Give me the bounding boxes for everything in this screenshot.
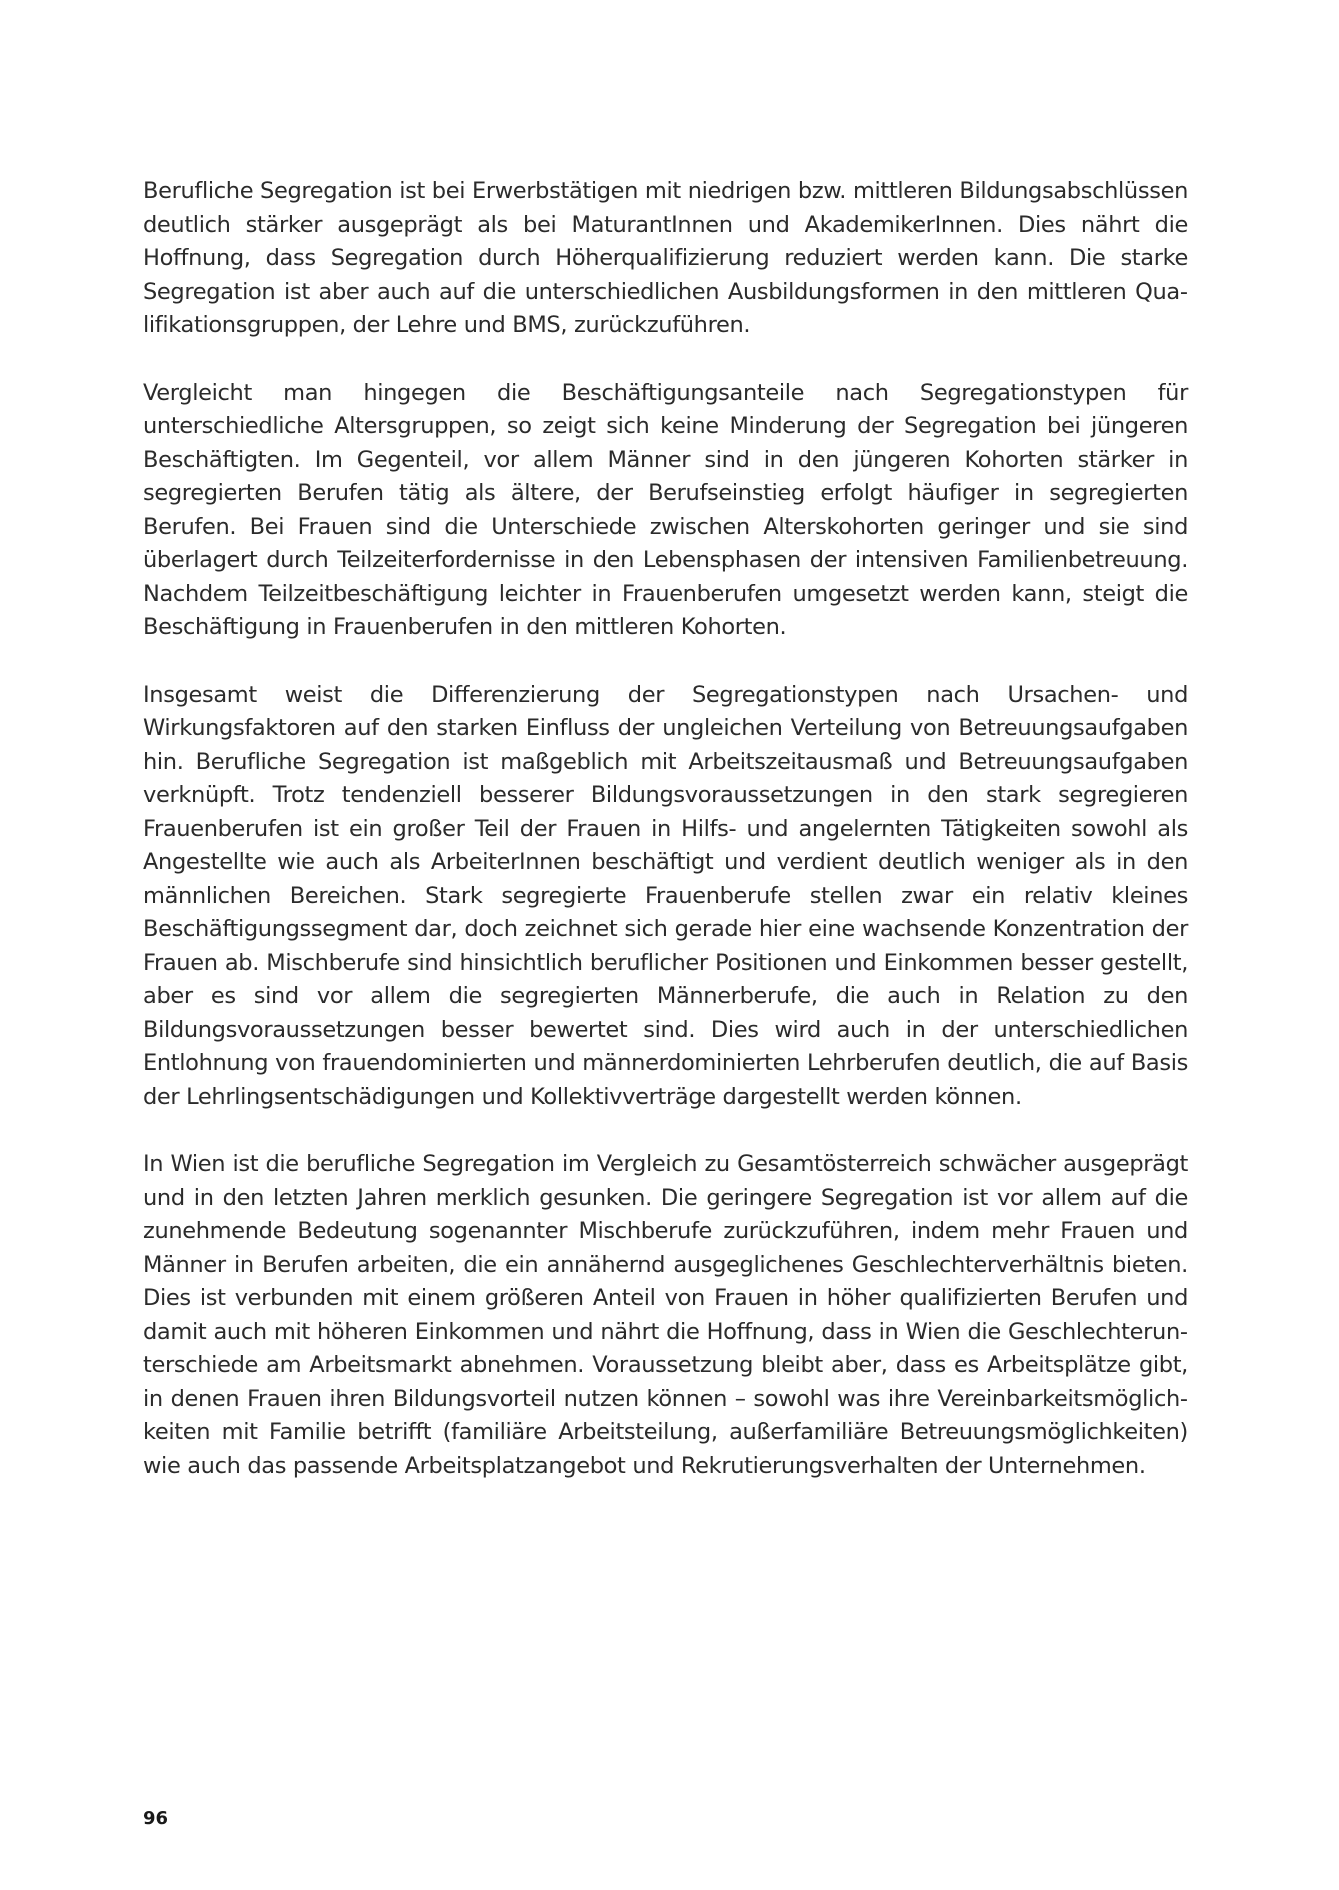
paragraph-4: In Wien ist die berufliche Segregation im Vergleich zu Gesamtösterreich schwächer ausgeprägt und in den letzten Jahren merklich gesunken. Die geringere Segregation ist vor allem auf die zunehmende Bedeutung sogenannter Mischberufe zurückzuführen, indem mehr Frauen und Männer in Berufen arbeiten, die ein annähernd ausgeglichenes Geschlechterverhältnis bieten. Dies ist verbunden mit einem größeren Anteil von Frauen in höher qualifizierten Berufen und damit auch mit höheren Einkommen und nährt die Hoffnung, dass in Wien die Geschlechterunterschiede am Arbeitsmarkt abnehmen. Voraussetzung bleibt aber, dass es Arbeitsplätze gibt, in denen Frauen ihren Bildungsvorteil nutzen können – sowohl was ihre Vereinbarkeitsmöglichkeiten mit Familie betrifft (familiäre Arbeitsteilung, außerfamiliäre Betreuungsmöglichkeiten) wie auch das passende Arbeitsplatzangebot und Rekrutierungsverhalten der Unternehmen. (143, 1151, 1188, 1479)
body-text (143, 175, 1188, 1483)
page-number: 96 (143, 1808, 169, 1829)
paragraph-1: Berufliche Segregation ist bei Erwerbstätigen mit niedrigen bzw. mittleren Bildungsabschlüssen deutlich stärker ausgeprägt als bei MaturantInnen und AkademikerInnen. Dies nährt die Hoffnung, dass Segregation durch Höherqualifizierung reduziert werden kann. Die starke Segregation ist aber auch auf die unterschiedlichen Ausbildungsformen in den mittleren Qualifikationsgruppen, der Lehre und BMS, zurückzuführen. (143, 178, 1188, 338)
paragraph-2: Vergleicht man hingegen die Beschäftigungsanteile nach Segregationstypen für unterschiedliche Altersgruppen, so zeigt sich keine Minderung der Segregation bei jüngeren Beschäftigten. Im Gegenteil, vor allem Männer sind in den jüngeren Kohorten stärker in segregierten Berufen tätig als ältere, der Berufseinstieg erfolgt häufiger in segregierten Berufen. Bei Frauen sind die Unterschiede zwischen Alterskohorten geringer und sie sind überlagert durch Teilzeiterfordernisse in den Lebensphasen der intensiven Familienbetreuung. Nachdem Teilzeitbeschäftigung leichter in Frauenberufen umgesetzt werden kann, steigt die Beschäftigung in Frauenberufen in den mittleren Kohorten. (143, 379, 1188, 640)
paragraph-3: Insgesamt weist die Differenzierung der Segregationstypen nach Ursachen- und Wirkungsfaktoren auf den starken Einfluss der ungleichen Verteilung von Betreuungsaufgaben hin. Berufliche Segregation ist maßgeblich mit Arbeitszeitausmaß und Betreuungsaufgaben verknüpft. Trotz tendenziell besserer Bildungsvoraussetzungen in den stark segregieren Frauenberufen ist ein großer Teil der Frauen in Hilfs- und angelernten Tätigkeiten sowohl als Angestellte wie auch als ArbeiterInnen beschäftigt und verdient deutlich weniger als in den männlichen Bereichen. Stark segregierte Frauenberufe stellen zwar ein relativ kleines Beschäftigungssegment dar, doch zeichnet sich gerade hier eine wachsende Konzentration der Frauen ab. Mischberufe sind hinsichtlich beruflicher Positionen und Einkommen besser gestellt, aber es sind vor allem die segregierten Männerberufe, die auch in Relation zu den Bildungsvoraussetzungen besser bewertet sind. Dies wird auch in der unterschiedlichen Entlohnung von frauendominierten und männerdominierten Lehrberufen deutlich, die auf Basis der Lehrlingsentschädigungen und Kollektivverträge dargestellt werden können. (143, 681, 1188, 1110)
